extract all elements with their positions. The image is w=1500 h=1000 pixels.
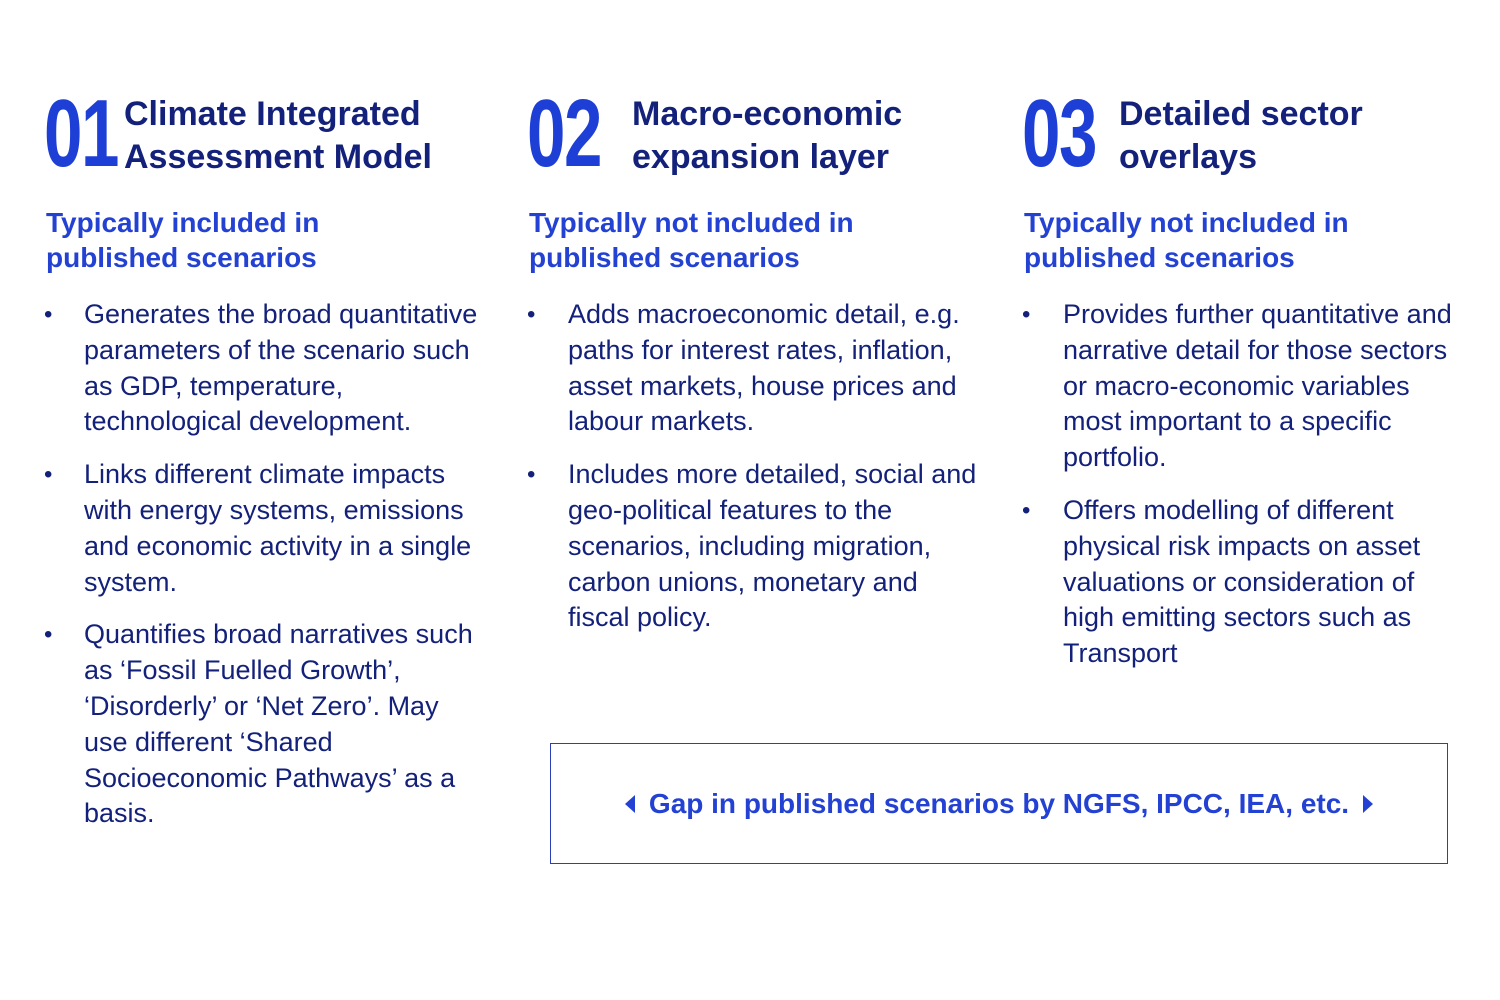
bullet-icon: • (527, 301, 536, 328)
bullet-item (527, 297, 977, 440)
bullet-list (527, 297, 977, 653)
arrow-left-icon (625, 795, 635, 813)
bullet-icon: • (44, 621, 53, 649)
arrow-right-icon (1363, 795, 1373, 813)
bullet-list (44, 297, 484, 849)
gap-callout-text: Gap in published scenarios by NGFS, IPCC, IEA, etc. (648, 787, 1350, 819)
gap-callout-box (550, 743, 1448, 864)
bullet-icon: • (44, 301, 53, 328)
bullet-icon: • (527, 461, 536, 489)
bullet-item (44, 457, 484, 600)
bullet-icon: • (1022, 496, 1031, 524)
column-subtitle-line: published scenarios (529, 242, 800, 273)
bullet-text: Quantifies broad narratives such as ‘Fossil Fuelled Growth’, ‘Disorderly’ or ‘Net Zero’. May use different ‘Shared Socioeconomic Pathways’ as a basis. (84, 619, 473, 829)
column-title-line: overlays (1119, 138, 1257, 176)
column-subtitle-line: Typically included in (46, 207, 320, 238)
bullet-item (44, 617, 484, 832)
bullet-text: Links different climate impacts with energy systems, emissions and economic activity in a single system. (84, 459, 472, 597)
column-subtitle-line: Typically not included in (1024, 207, 1349, 238)
column-title (124, 93, 432, 179)
bullet-text: Includes more detailed, social and geo-political features to the scenarios, including migration, carbon unions, monetary and fiscal policy. (568, 459, 977, 633)
column-title (1119, 93, 1363, 179)
column-title (632, 93, 902, 179)
column-title-line: expansion layer (632, 138, 890, 176)
bullet-item (527, 457, 977, 636)
bullet-item (44, 297, 484, 440)
column-climate-integrated-assessment-model (44, 80, 484, 829)
column-subtitle (529, 205, 949, 275)
column-title-line: Climate Integrated (124, 95, 421, 133)
bullet-icon: • (1022, 301, 1031, 328)
column-macro-economic-expansion-layer (527, 80, 977, 633)
column-number: 01 (44, 80, 119, 187)
column-subtitle-line: published scenarios (1024, 242, 1295, 273)
column-detailed-sector-overlays (1022, 80, 1472, 669)
column-number: 02 (527, 80, 602, 187)
bullet-item (1022, 493, 1472, 672)
column-title-line: Macro-economic (632, 95, 903, 133)
column-header (1022, 80, 1472, 192)
bullet-icon: • (44, 461, 53, 489)
column-subtitle-line: published scenarios (46, 242, 317, 273)
column-subtitle (46, 205, 466, 275)
bullet-item (1022, 297, 1472, 476)
column-header (527, 80, 977, 192)
bullet-text: Provides further quantitative and narrative detail for those sectors or macro-economic variables most important to a specific portfolio. (1063, 299, 1452, 473)
bullet-text: Generates the broad quantitative parameters of the scenario such as GDP, temperature, technological development. (84, 299, 478, 437)
column-title-line: Assessment Model (124, 138, 432, 176)
column-number: 03 (1022, 80, 1097, 187)
bullet-list (1022, 297, 1472, 689)
column-header (44, 80, 484, 192)
column-title-line: Detailed sector (1119, 95, 1363, 133)
column-subtitle-line: Typically not included in (529, 207, 854, 238)
column-subtitle (1024, 205, 1444, 275)
bullet-text: Adds macroeconomic detail, e.g. paths for interest rates, inflation, asset markets, house prices and labour markets. (568, 299, 960, 437)
bullet-text: Offers modelling of different physical risk impacts on asset valuations or consideration of high emitting sectors such as Transport (1063, 494, 1421, 669)
